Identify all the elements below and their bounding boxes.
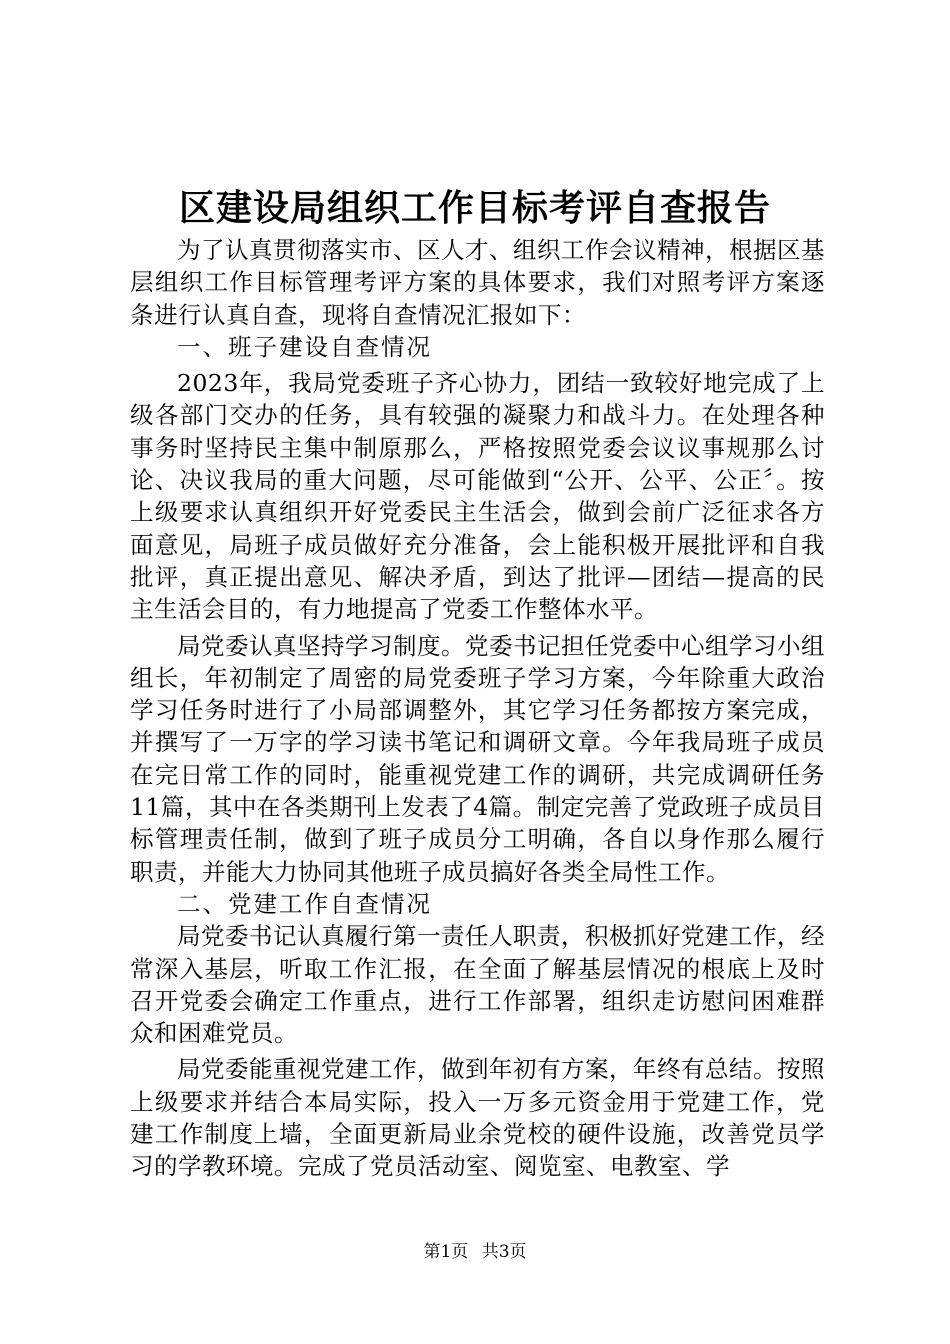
intro-paragraph: 为了认真贯彻落实市、区人才、组织工作会议精神，根据区基层组织工作目标管理考评方案的具体要求，我们对照考评方案逐条进行认真自查，现将自查情况汇报如下： [130,236,825,329]
page-number: 第1页 [423,1242,469,1262]
body-paragraph: 局党委能重视党建工作，做到年初有方案，年终有总结。按照上级要求并结合本局实际，投入一万多元资金用于党建工作，党建工作制度上墙，全面更新局业余党校的硬件设施，改善党员学习的学教环境。完成了党员活动室、阅览室、电教室、学 [130,1055,825,1181]
document-body [130,234,825,1183]
body-paragraph: 局党委认真坚持学习制度。党委书记担任党委中心组学习小组组长，年初制定了周密的局党委班子学习方案，今年除重大政治学习任务时进行了小局部调整外，其它学习任务都按方案完成，并撰写了一万字的学习读书笔记和调研文章。今年我局班子成员在完日常工作的同时，能重视党建工作的调研，共完成调研任务11篇，其中在各类期刊上发表了4篇。制定完善了党政班子成员目标管理责任制，做到了班子成员分工明确，各自以身作那么履行职责，并能大力协同其他班子成员搞好各类全局性工作。 [130,631,825,886]
body-paragraph: 局党委书记认真履行第一责任人职责，积极抓好党建工作，经常深入基层，听取工作汇报，在全面了解基层情况的根底上及时召开党委会确定工作重点，进行工作部署，组织走访慰问困难群众和困难党员。 [130,922,825,1048]
body-paragraph: 2023年，我局党委班子齐心协力，团结一致较好地完成了上级各部门交办的任务，具有较强的凝聚力和战斗力。在处理各种事务时坚持民主集中制原那么，严格按照党委会议议事规那么讨论、决议我局的重大问题，尽可能做到“公开、公平、公正〞。按上级要求认真组织开好党委民主生活会，做到会前广泛征求各方面意见，局班子成员做好充分准备，会上能积极开展批评和自我批评，真正提出意见、解决矛盾，到达了批评—团结—提高的民主生活会目的，有力地提高了党委工作整体水平。 [130,369,825,624]
section-heading-2: 二、党建工作自查情况 [177,889,432,918]
document-title: 区建设局组织工作目标考评自查报告 [178,187,771,229]
page-total: 共3页 [481,1242,527,1262]
page-footer [0,1240,950,1264]
section-heading-1: 一、班子建设自查情况 [177,332,432,361]
